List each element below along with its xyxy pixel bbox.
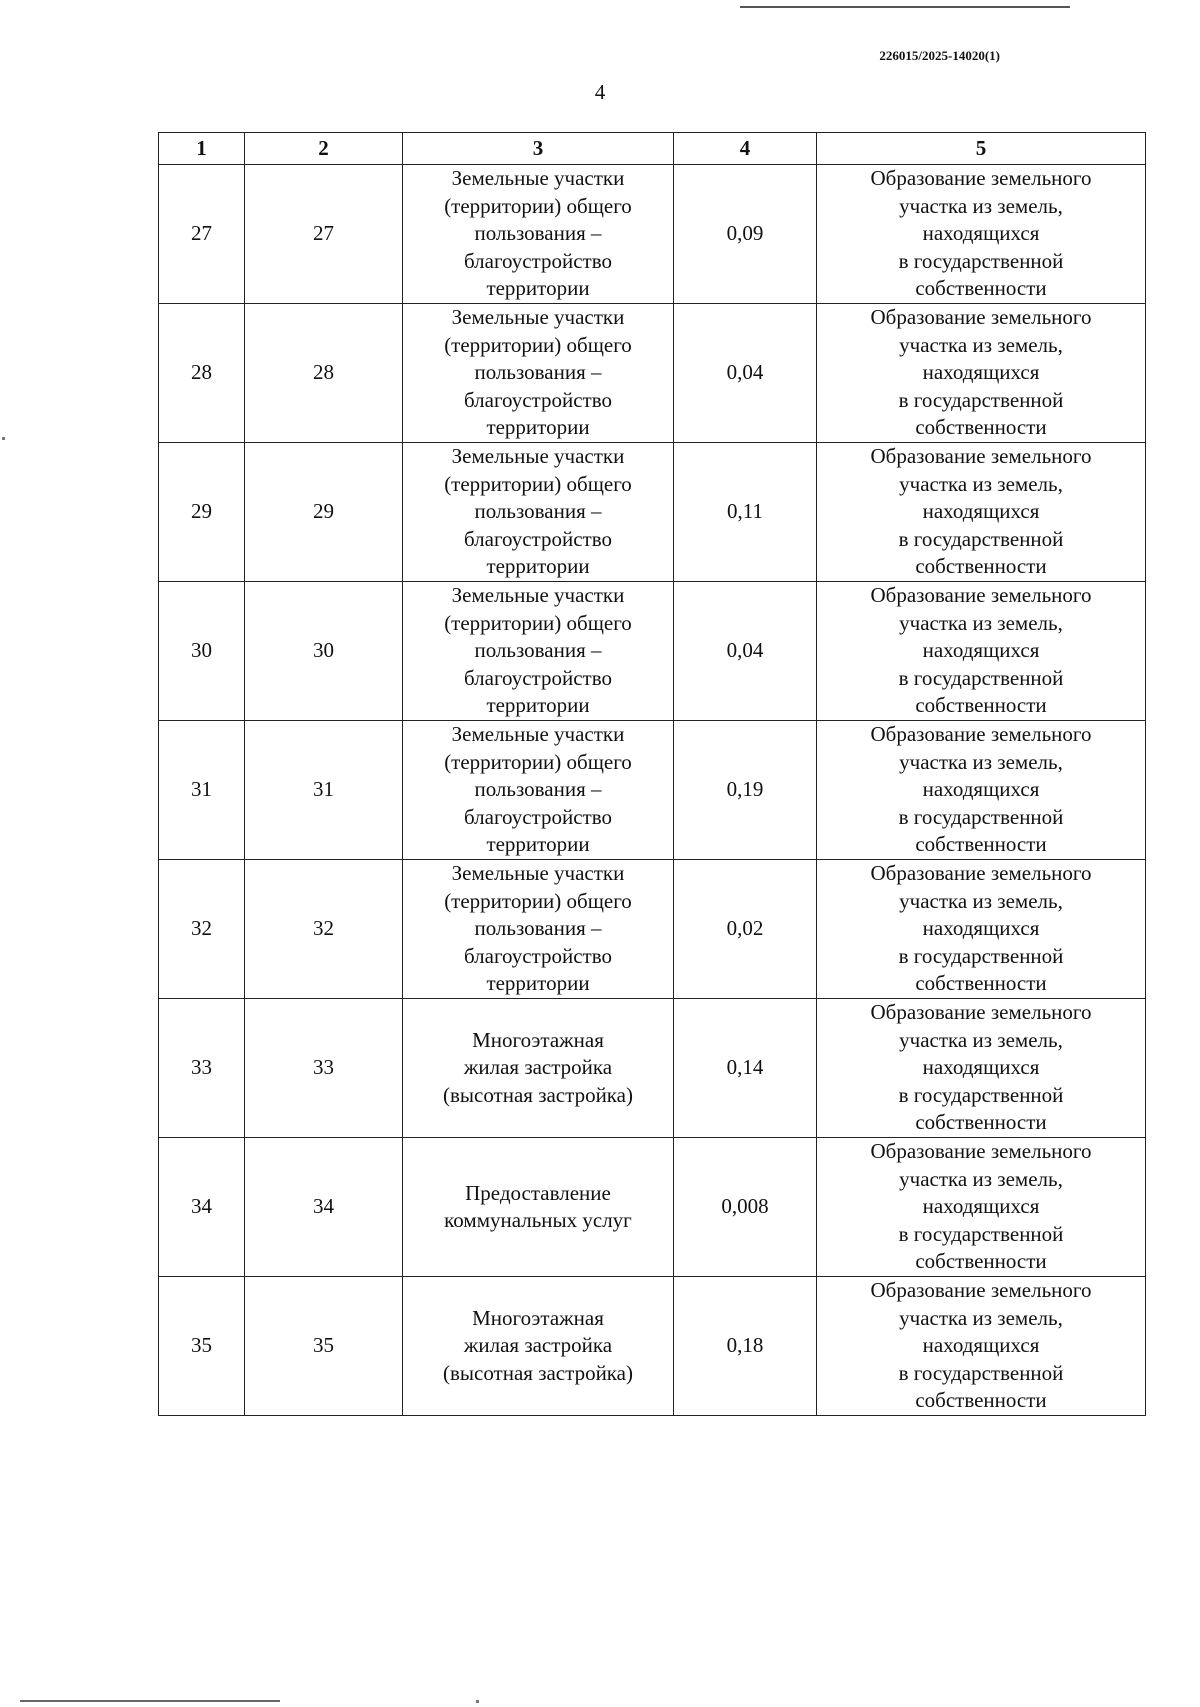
page-number: 4	[594, 80, 606, 104]
formation-method-cell-line: Образование земельного	[870, 166, 1092, 191]
row-number-cell: 35	[159, 1277, 245, 1416]
document-number: 226015/2025-14020(1)	[879, 48, 1000, 63]
land-use-cell-line: (территории) общего	[444, 471, 632, 496]
row-number-cell: 29	[159, 443, 245, 582]
table-row	[159, 582, 1146, 721]
land-use-cell-line: пользования –	[474, 360, 602, 385]
land-use-cell	[403, 999, 674, 1138]
formation-method-cell-line: в государственной	[898, 1082, 1064, 1107]
area-cell: 0,14	[674, 999, 817, 1138]
land-use-cell-line: (территории) общего	[444, 888, 632, 913]
table-row	[159, 443, 1146, 582]
area-cell: 0,02	[674, 860, 817, 999]
area-cell: 0,18	[674, 1277, 817, 1416]
land-use-cell	[403, 721, 674, 860]
formation-method-cell	[817, 443, 1146, 582]
formation-method-cell	[817, 860, 1146, 999]
plot-number-cell: 32	[245, 860, 403, 999]
land-use-cell-line: благоустройство	[463, 665, 612, 690]
row-number-cell: 31	[159, 721, 245, 860]
land-plots-table	[158, 132, 1146, 1416]
plot-number-cell: 30	[245, 582, 403, 721]
formation-method-cell-line: Образование земельного	[870, 583, 1092, 608]
plot-number-cell: 28	[245, 304, 403, 443]
formation-method-cell	[817, 721, 1146, 860]
column-header-2: 2	[245, 133, 403, 165]
formation-method-cell-line: собственности	[915, 971, 1047, 996]
formation-method-cell-line: находящихся	[922, 916, 1040, 941]
land-use-cell	[403, 860, 674, 999]
land-use-cell	[403, 304, 674, 443]
formation-method-cell-line: в государственной	[898, 665, 1064, 690]
formation-method-cell-line: находящихся	[922, 1055, 1040, 1080]
formation-method-cell	[817, 999, 1146, 1138]
formation-method-cell-line: в государственной	[898, 943, 1064, 968]
formation-method-cell-line: находящихся	[922, 360, 1040, 385]
land-use-cell-line: Многоэтажная	[472, 1027, 604, 1052]
land-use-cell-line: Земельные участки	[451, 444, 625, 469]
land-use-cell-line: Земельные участки	[451, 166, 625, 191]
land-use-cell-line: пользования –	[474, 777, 602, 802]
row-number-cell: 28	[159, 304, 245, 443]
formation-method-cell-line: собственности	[915, 554, 1047, 579]
land-use-cell-line: (территории) общего	[444, 193, 632, 218]
formation-method-cell-line: собственности	[915, 1249, 1047, 1274]
land-use-cell-line: пользования –	[474, 638, 602, 663]
land-use-cell	[403, 165, 674, 304]
table-row	[159, 1277, 1146, 1416]
scan-artifact-dot	[2, 437, 5, 440]
formation-method-cell-line: собственности	[915, 415, 1047, 440]
land-use-cell-line: благоустройство	[463, 943, 612, 968]
plot-number-cell: 33	[245, 999, 403, 1138]
land-use-cell	[403, 582, 674, 721]
land-use-cell-line: (территории) общего	[444, 332, 632, 357]
land-use-cell-line: территории	[486, 693, 590, 718]
formation-method-cell-line: Образование земельного	[870, 444, 1092, 469]
formation-method-cell-line: участка из земель,	[899, 1027, 1063, 1052]
area-cell: 0,09	[674, 165, 817, 304]
scan-artifact-bottom	[20, 1700, 280, 1702]
formation-method-cell-line: собственности	[915, 276, 1047, 301]
formation-method-cell-line: собственности	[915, 1388, 1047, 1413]
land-use-cell-line: Земельные участки	[451, 583, 625, 608]
land-use-cell	[403, 1277, 674, 1416]
scan-artifact-dot-bottom	[476, 1700, 479, 1703]
land-use-cell-line: территории	[486, 832, 590, 857]
formation-method-cell-line: в государственной	[898, 526, 1064, 551]
area-cell: 0,04	[674, 304, 817, 443]
area-cell: 0,04	[674, 582, 817, 721]
formation-method-cell-line: участка из земель,	[899, 1305, 1063, 1330]
area-cell: 0,19	[674, 721, 817, 860]
land-use-cell-line: (высотная застройка)	[442, 1082, 633, 1107]
formation-method-cell-line: участка из земель,	[899, 1166, 1063, 1191]
land-use-cell-line: пользования –	[474, 221, 602, 246]
formation-method-cell-line: участка из земель,	[899, 471, 1063, 496]
land-use-cell-line: коммунальных услуг	[444, 1208, 632, 1232]
formation-method-cell-line: находящихся	[922, 221, 1040, 246]
formation-method-cell	[817, 582, 1146, 721]
formation-method-cell-line: в государственной	[898, 248, 1064, 273]
column-header-5: 5	[817, 133, 1146, 165]
formation-method-cell-line: в государственной	[898, 387, 1064, 412]
land-use-cell-line: территории	[486, 276, 590, 301]
land-use-cell-line: территории	[486, 415, 590, 440]
land-use-cell-line: Предоставление	[465, 1180, 611, 1205]
formation-method-cell	[817, 1277, 1146, 1416]
table-row	[159, 999, 1146, 1138]
land-use-cell	[403, 443, 674, 582]
scan-artifact-top	[740, 0, 1070, 8]
land-use-cell-line: (территории) общего	[444, 749, 632, 774]
land-use-cell-line: благоустройство	[463, 804, 612, 829]
formation-method-cell	[817, 1138, 1146, 1277]
formation-method-cell-line: в государственной	[898, 804, 1064, 829]
column-header-4: 4	[674, 133, 817, 165]
column-header-1: 1	[159, 133, 245, 165]
formation-method-cell-line: находящихся	[922, 1194, 1040, 1219]
formation-method-cell-line: участка из земель,	[899, 332, 1063, 357]
table-row	[159, 304, 1146, 443]
land-use-cell-line: пользования –	[474, 499, 602, 524]
formation-method-cell-line: Образование земельного	[870, 861, 1092, 886]
formation-method-cell-line: находящихся	[922, 1333, 1040, 1358]
land-use-cell-line: благоустройство	[463, 387, 612, 412]
land-use-cell-line: Земельные участки	[451, 305, 625, 330]
row-number-cell: 32	[159, 860, 245, 999]
land-use-cell-line: пользования –	[474, 916, 602, 941]
land-use-cell-line: (высотная застройка)	[442, 1360, 633, 1385]
land-use-cell-line: благоустройство	[463, 526, 612, 551]
table-row	[159, 165, 1146, 304]
plot-number-cell: 27	[245, 165, 403, 304]
row-number-cell: 30	[159, 582, 245, 721]
formation-method-cell-line: участка из земель,	[899, 749, 1063, 774]
plot-number-cell: 29	[245, 443, 403, 582]
row-number-cell: 34	[159, 1138, 245, 1277]
formation-method-cell-line: Образование земельного	[870, 722, 1092, 747]
formation-method-cell-line: находящихся	[922, 638, 1040, 663]
formation-method-cell-line: Образование земельного	[870, 1000, 1092, 1025]
formation-method-cell-line: участка из земель,	[899, 610, 1063, 635]
land-use-cell-line: (территории) общего	[444, 610, 632, 635]
plot-number-cell: 34	[245, 1138, 403, 1277]
table-header-row	[159, 133, 1146, 165]
land-use-cell-line: территории	[486, 971, 590, 996]
formation-method-cell-line: находящихся	[922, 499, 1040, 524]
table-row	[159, 860, 1146, 999]
column-header-3: 3	[403, 133, 674, 165]
area-cell: 0,11	[674, 443, 817, 582]
formation-method-cell	[817, 304, 1146, 443]
area-cell: 0,008	[674, 1138, 817, 1277]
formation-method-cell-line: Образование земельного	[870, 305, 1092, 330]
table-row	[159, 721, 1146, 860]
formation-method-cell-line: собственности	[915, 1110, 1047, 1135]
formation-method-cell	[817, 165, 1146, 304]
land-use-cell-line: Земельные участки	[451, 861, 625, 886]
formation-method-cell-line: участка из земель,	[899, 193, 1063, 218]
plot-number-cell: 35	[245, 1277, 403, 1416]
land-use-cell-line: благоустройство	[463, 248, 612, 273]
land-use-cell-line: Земельные участки	[451, 722, 625, 747]
formation-method-cell-line: в государственной	[898, 1221, 1064, 1246]
formation-method-cell-line: участка из земель,	[899, 888, 1063, 913]
row-number-cell: 33	[159, 999, 245, 1138]
land-use-cell-line: жилая застройка	[463, 1055, 613, 1080]
formation-method-cell-line: собственности	[915, 832, 1047, 857]
formation-method-cell-line: Образование земельного	[870, 1278, 1092, 1303]
plot-number-cell: 31	[245, 721, 403, 860]
table-row	[159, 1138, 1146, 1277]
formation-method-cell-line: в государственной	[898, 1360, 1064, 1385]
formation-method-cell-line: находящихся	[922, 777, 1040, 802]
row-number-cell: 27	[159, 165, 245, 304]
land-use-cell-line: жилая застройка	[463, 1333, 613, 1358]
table-body	[159, 165, 1146, 1416]
formation-method-cell-line: Образование земельного	[870, 1139, 1092, 1164]
land-use-cell-line: территории	[486, 554, 590, 579]
land-use-cell-line: Многоэтажная	[472, 1305, 604, 1330]
land-use-cell	[403, 1138, 674, 1277]
formation-method-cell-line: собственности	[915, 693, 1047, 718]
